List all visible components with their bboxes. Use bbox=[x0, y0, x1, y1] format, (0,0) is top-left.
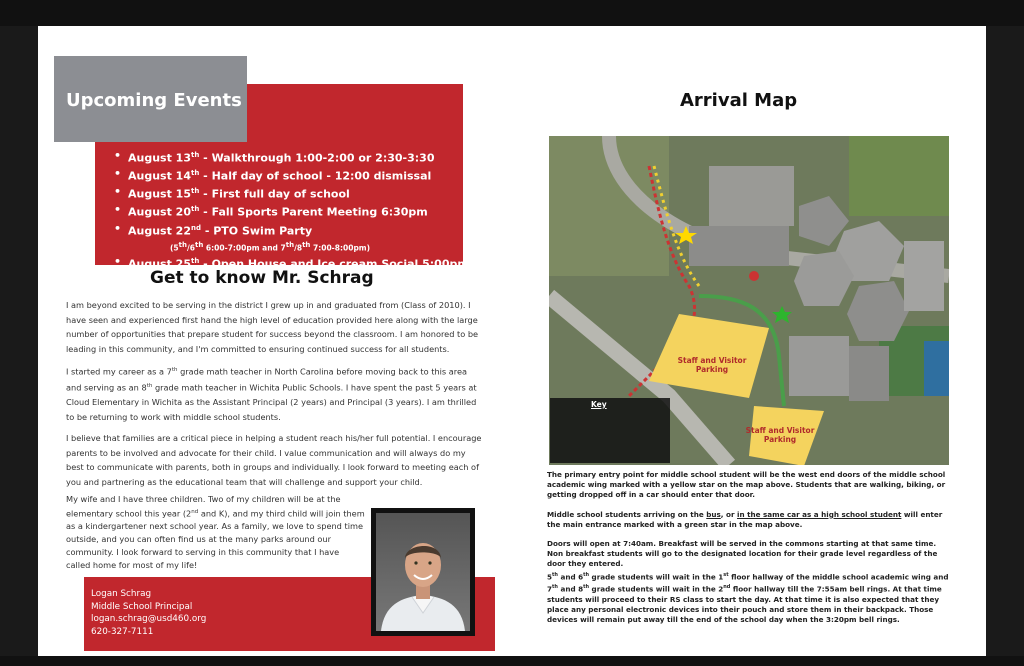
events-list bbox=[110, 148, 469, 272]
viewer-top-bar bbox=[0, 0, 1024, 26]
event-item: • August 25th - Open House and Ice cream Social 5:00pm bbox=[110, 254, 469, 272]
portrait-illustration bbox=[376, 513, 470, 631]
bio-paragraph: I started my career as a 7th grade math teacher in North Carolina before moving back to this area and serving as an 8th grade math teacher in Wichita Public Schools. I have spent the past 5 years at Cloud Elementary in Wichita as the Assistant Principal (2 years) and Principal (3 years). I am thrilled to be returning to work with middle school students. bbox=[66, 366, 477, 422]
arrival-map[interactable] bbox=[549, 136, 949, 465]
events-title: Upcoming Events bbox=[66, 90, 242, 111]
arrival-paragraph: Doors will open at 7:40am. Breakfast will be served in the commons starting at that same time. Non breakfast students will go to the designated location for their grade level regardless of the door they entered. 5th and 6th grade students will wait in the 1st floor hallway of the middle school academic wing and 7th and 8th grade students will wait in the 2nd floor hallway till the 7:55am bell rings. At that time students will proceed to their RS class to start the day. At that time it is also expected that they place any personal electronic devices into their pouch and store them in their backpack. Those devices will remain put away till the end of the school day when the 3:20pm bell rings. bbox=[547, 539, 949, 625]
bio-paragraph-family: My wife and I have three children. Two of my children will be at the elementary school this year (2nd and K), and my third child will join them as a kindergartener next school year. As a family, we love to spend time outside, and you can often find us at the many parks around our community. I look forward to serving in this community that I have called home for most of my life! bbox=[66, 494, 365, 570]
viewer-bottom-bar bbox=[0, 656, 1024, 666]
bio-body bbox=[66, 298, 482, 496]
signature-role: Middle School Principal bbox=[91, 601, 193, 612]
viewer-right-margin bbox=[986, 26, 1024, 666]
signature-name: Logan Schrag bbox=[91, 589, 152, 599]
map-title: Arrival Map bbox=[680, 90, 798, 111]
signature-block bbox=[91, 588, 206, 638]
map-illustration bbox=[549, 136, 949, 465]
viewer-left-margin bbox=[0, 26, 38, 666]
bio-paragraph: I am beyond excited to be serving in the district I grew up in and graduated from (Class of 2010). I have seen and experienced first hand the high level of education provided here along with the large number of opportunities that prepare student for success beyond the classroom. I am honored to be leading in this community, and I'm committed to ensuring continued success for all students. bbox=[66, 300, 479, 354]
bio-paragraph: I believe that families are a critical piece in helping a student reach his/her full potential. I encourage parents to be involved and advocate for their child. I value communication and will always do my best to communicate with parents, both in groups and individually. I look forward to meeting each of you and partnering as the educational team that will challenge and support your child. bbox=[66, 433, 482, 487]
signature-phone: 620-327-7111 bbox=[91, 626, 154, 637]
event-sub-detail: (5th/6th 6:00-7:00pm and 7th/8th 7:00-8:00pm) bbox=[170, 240, 371, 253]
arrival-paragraph: The primary entry point for middle school student will be the west end doors of the middle school academic wing marked with a yellow star on the map above. Students that are walking, biking, or getting dropped off in a car should enter that door. bbox=[547, 470, 946, 500]
parking-label: Staff and Visitor Parking bbox=[677, 356, 747, 374]
event-item: • August 13th - Walkthrough 1:00-2:00 or 2:30-3:30 bbox=[110, 148, 469, 166]
event-item: • August 22nd - PTO Swim Party bbox=[110, 221, 469, 239]
map-key-title: Key bbox=[591, 400, 607, 409]
signature-email[interactable]: logan.schrag@usd460.org bbox=[91, 614, 207, 624]
event-item: • August 20th - Fall Sports Parent Meeting 6:30pm bbox=[110, 202, 469, 220]
bio-title: Get to know Mr. Schrag bbox=[150, 268, 374, 288]
principal-portrait bbox=[376, 513, 470, 631]
arrival-paragraph: Middle school students arriving on the bus, or in the same car as a high school student will enter the main entrance marked with a green star in the map above. bbox=[547, 509, 943, 529]
parking-label: Staff and Visitor Parking bbox=[745, 426, 815, 444]
arrival-instructions bbox=[547, 470, 951, 634]
event-item: • August 15th - First full day of school bbox=[110, 184, 469, 202]
event-item: • August 14th - Half day of school - 12:00 dismissal bbox=[110, 166, 469, 184]
